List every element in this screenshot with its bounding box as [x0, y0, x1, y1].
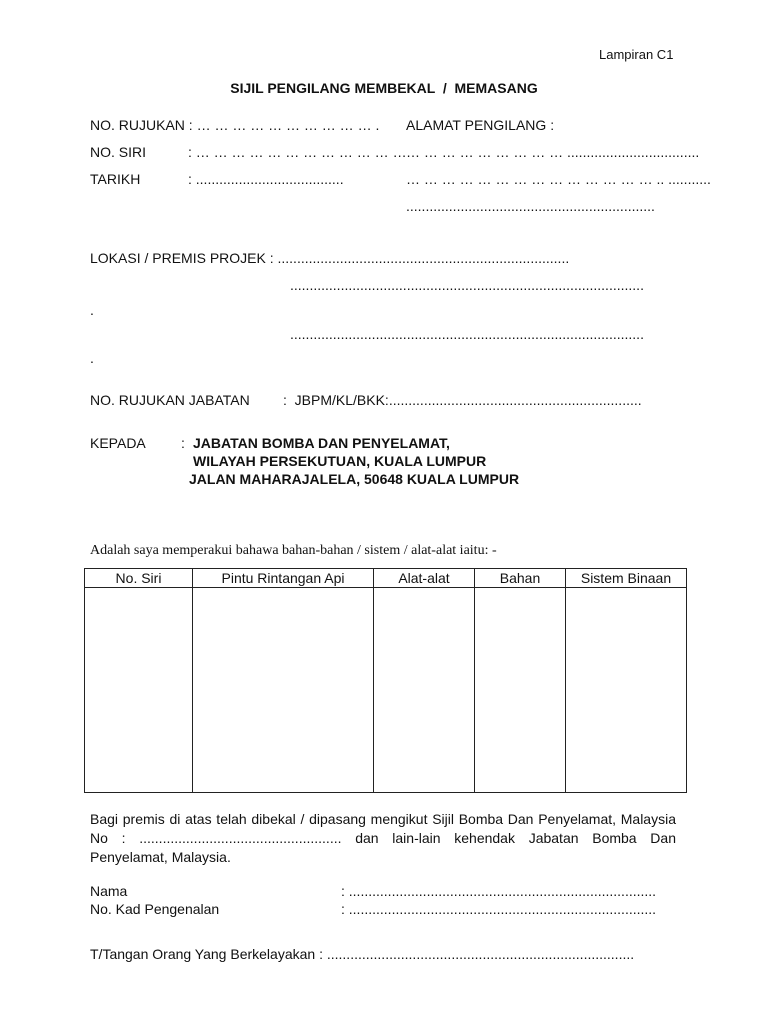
siri-label: NO. SIRI	[90, 144, 147, 160]
cell-pintu-rintangan-api	[193, 588, 374, 793]
table-header-row	[85, 569, 687, 588]
jabatan-value: : JBPM/KL/BKK:.................................................................	[283, 392, 642, 408]
cell-bahan	[475, 588, 566, 793]
lokasi-dot-2: .	[90, 350, 94, 366]
kepada-colon: :	[181, 435, 185, 451]
header-alat-alat: Alat-alat	[374, 569, 475, 588]
table-row	[85, 588, 687, 793]
alamat-line-3: ................................................................	[406, 198, 655, 214]
tarikh-value: : ......................................	[188, 171, 344, 187]
cell-alat-alat	[374, 588, 475, 793]
addressee-line-1: JABATAN BOMBA DAN PENYELAMAT,	[193, 435, 450, 451]
signature-line: T/Tangan Orang Yang Berkelayakan : ...............................................................................	[90, 946, 635, 962]
alamat-label: ALAMAT PENGILANG :	[406, 117, 555, 133]
declaration-text: Adalah saya memperakui bahawa bahan-bahan / sistem / alat-alat iaitu: -	[90, 543, 497, 558]
header-sistem-binaan: Sistem Binaan	[566, 569, 687, 588]
header-bahan: Bahan	[475, 569, 566, 588]
lokasi-dot-1: .	[90, 302, 94, 318]
addressee-line-3: JALAN MAHARAJALELA, 50648 KUALA LUMPUR	[189, 471, 520, 487]
items-table	[84, 568, 687, 793]
lokasi-field: LOKASI / PREMIS PROJEK : ...........................................................................	[90, 250, 570, 266]
statement-text: Bagi premis di atas telah dibekal / dipasang mengikut Sijil Bomba Dan Penyelamat, Malaysia No : .................................................... dan lain-lain kehendak Jabatan Bomba Dan Penyelamat, Malaysia.	[90, 811, 676, 865]
lokasi-line-3: ...........................................................................................	[290, 326, 644, 342]
attachment-label: Lampiran C1	[599, 47, 674, 62]
alamat-line-2: … … … … … … … … … … … … … … .. ...........	[406, 171, 711, 187]
cell-no-siri	[85, 588, 193, 793]
addressee-line-2: WILAYAH PERSEKUTUAN, KUALA LUMPUR	[193, 453, 487, 469]
statement-paragraph	[90, 810, 676, 867]
siri-value: : … … … … … … … … … … … …	[188, 144, 407, 160]
document-title: SIJIL PENGILANG MEMBEKAL / MEMASANG	[230, 80, 538, 96]
kad-pengenalan-label: No. Kad Pengenalan	[90, 901, 220, 917]
cell-sistem-binaan	[566, 588, 687, 793]
header-pintu-rintangan-api: Pintu Rintangan Api	[193, 569, 374, 588]
header-no-siri: No. Siri	[85, 569, 193, 588]
nama-value: : ...............................................................................	[341, 883, 657, 899]
lokasi-line-2: ...........................................................................................	[290, 277, 644, 293]
alamat-line-1: … … … … … … … … … ..................................	[406, 144, 700, 160]
tarikh-label: TARIKH	[90, 171, 141, 187]
kad-pengenalan-value: : ...............................................................................	[341, 901, 657, 917]
jabatan-label: NO. RUJUKAN JABATAN	[90, 392, 250, 408]
rujukan-field: NO. RUJUKAN : … … … … … … … … … … .	[90, 117, 380, 133]
kepada-label: KEPADA	[90, 435, 146, 451]
nama-label: Nama	[90, 883, 128, 899]
